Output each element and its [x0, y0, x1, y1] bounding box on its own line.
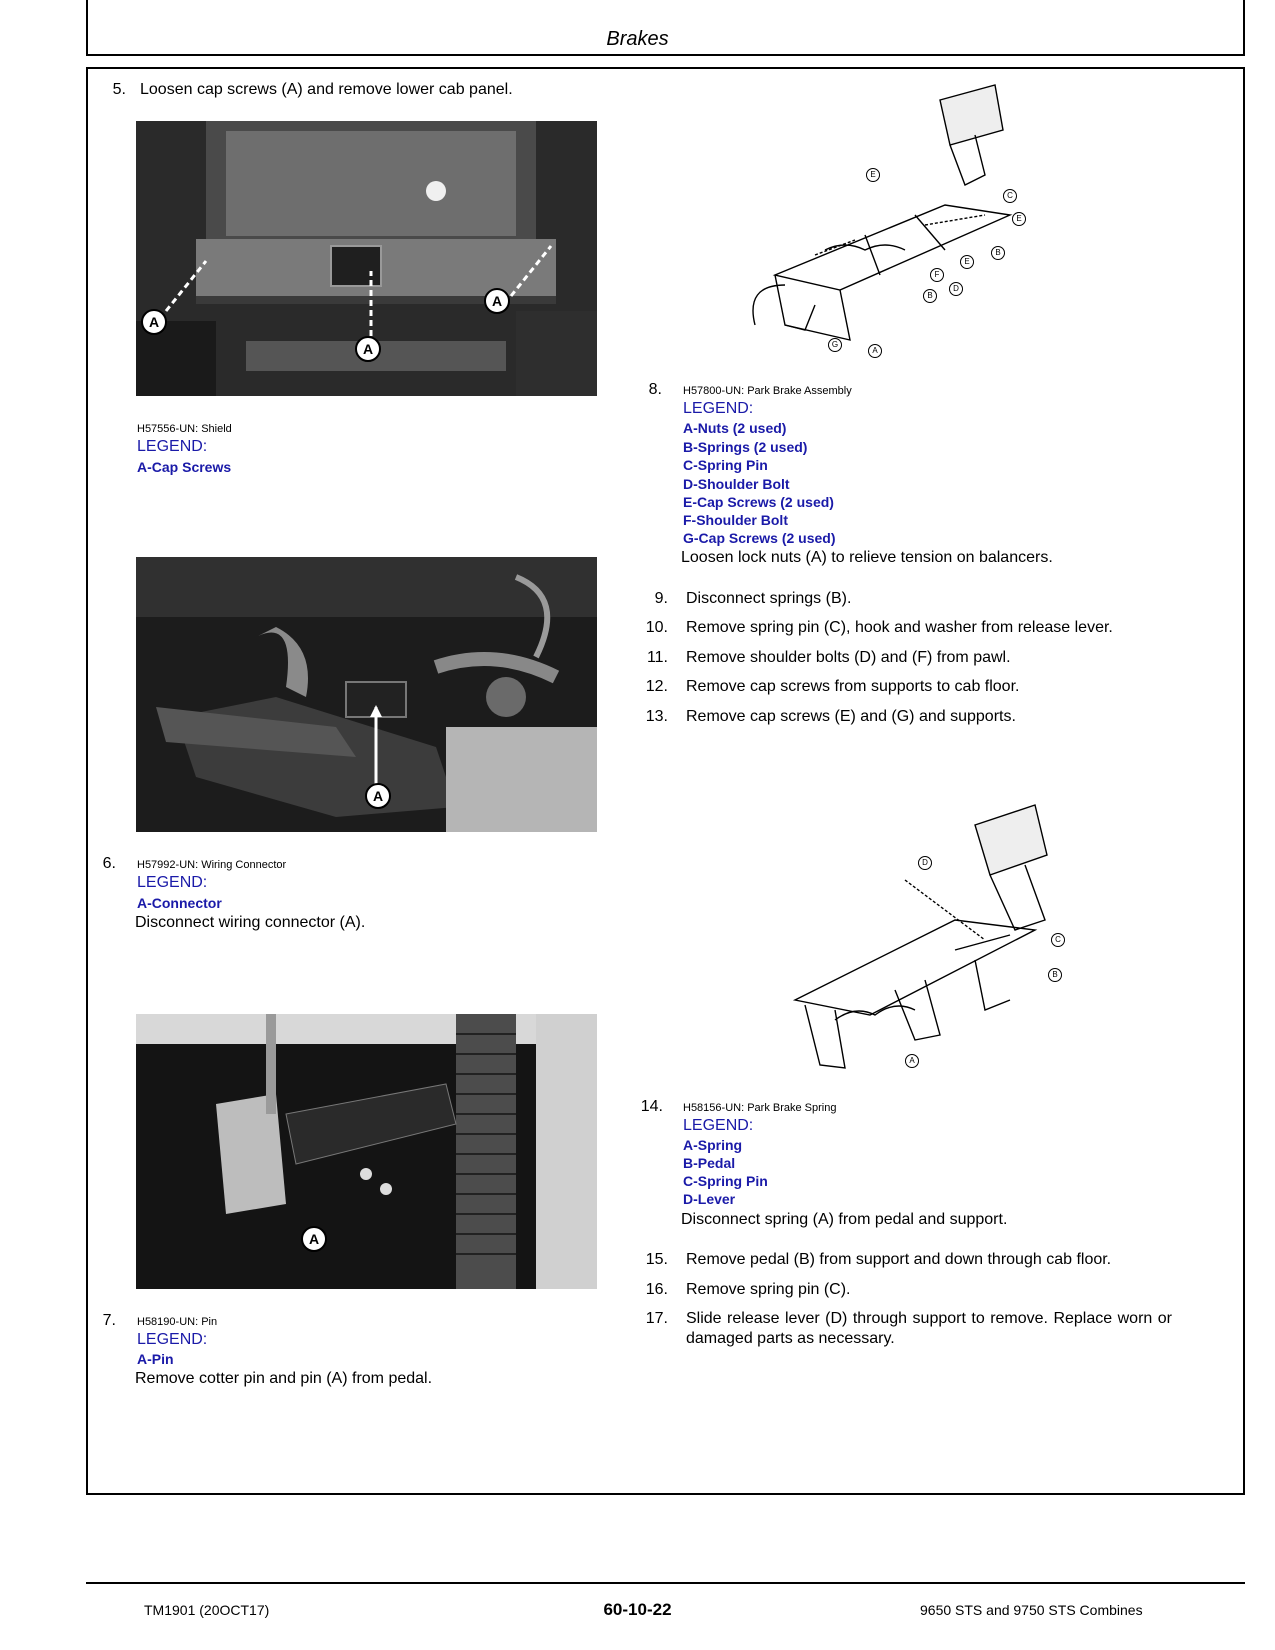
step-text: Slide release lever (D) through support to remove. Replace worn or damaged parts as necessary. [686, 1310, 1172, 1347]
callout-b: B [1048, 968, 1062, 982]
legend-title: LEGEND: [137, 438, 208, 455]
callout-e: E [1012, 212, 1026, 226]
step-number: 15. [645, 1251, 668, 1268]
callout-g: G [828, 338, 842, 352]
step-text: Remove pedal (B) from support and down through cab floor. [686, 1251, 1112, 1268]
callout-d: D [949, 282, 963, 296]
figure-caption: H57992-UN: Wiring Connector [137, 859, 287, 871]
legend-item: D-Lever [683, 1191, 736, 1207]
step-number: 5. [112, 81, 126, 98]
step-number: 10. [645, 619, 668, 636]
legend-item: B-Pedal [683, 1155, 736, 1171]
legend-title: LEGEND: [137, 1331, 208, 1348]
pin-photo [136, 1014, 597, 1289]
park-brake-spring-diagram [785, 800, 1075, 1075]
park-brake-assembly-diagram [745, 75, 1035, 365]
step-number: 9. [654, 590, 668, 607]
footer-product-name: 9650 STS and 9750 STS Combines [920, 1602, 1143, 1618]
step-number: 14. [640, 1098, 663, 1115]
figure-caption: H58156-UN: Park Brake Spring [683, 1102, 837, 1114]
legend-title: LEGEND: [683, 400, 754, 417]
legend-item: A-Connector [137, 895, 222, 911]
legend-item: C-Spring Pin [683, 1173, 768, 1189]
figure-caption: H57556-UN: Shield [137, 423, 232, 435]
footer-manual-id: TM1901 (20OCT17) [144, 1602, 270, 1618]
legend-item: D-Shoulder Bolt [683, 476, 790, 492]
step-number: 12. [645, 678, 668, 695]
figure-caption: H58190-UN: Pin [137, 1316, 218, 1328]
callout-a: A [301, 1226, 327, 1252]
callout-a: A [484, 288, 510, 314]
step-text: Disconnect springs (B). [686, 590, 852, 607]
callout-a: A [868, 344, 882, 358]
callout-e: E [866, 168, 880, 182]
callout-a: A [141, 309, 167, 335]
legend-title: LEGEND: [137, 874, 208, 891]
step-number: 8. [648, 381, 662, 398]
step-text: Disconnect wiring connector (A). [135, 914, 366, 931]
callout-e: E [960, 255, 974, 269]
callout-b: B [991, 246, 1005, 260]
legend-item: A-Nuts (2 used) [683, 420, 787, 436]
legend-title: LEGEND: [683, 1117, 754, 1134]
step-text: Remove cotter pin and pin (A) from pedal. [135, 1370, 433, 1387]
footer-page-number: 60-10-22 [603, 1600, 672, 1619]
legend-item: A-Spring [683, 1137, 743, 1153]
legend-item: A-Cap Screws [137, 459, 232, 475]
step-number: 7. [102, 1312, 116, 1329]
callout-c: C [1003, 189, 1017, 203]
callout-c: C [1051, 933, 1065, 947]
legend-item: F-Shoulder Bolt [683, 512, 788, 528]
legend-item: B-Springs (2 used) [683, 439, 808, 455]
callout-a: A [905, 1054, 919, 1068]
legend-item: G-Cap Screws (2 used) [683, 530, 836, 546]
step-text: Remove shoulder bolts (D) and (F) from pawl. [686, 649, 1011, 666]
legend-item: A-Pin [137, 1351, 174, 1367]
step-number: 17. [645, 1310, 668, 1327]
step-number: 13. [645, 708, 668, 725]
step-text: Remove cap screws (E) and (G) and supports. [686, 708, 1016, 725]
step-text: Loosen cap screws (A) and remove lower cab panel. [140, 81, 513, 98]
step-text: Disconnect spring (A) from pedal and support. [681, 1211, 1008, 1228]
step-number: 11. [646, 649, 668, 666]
step-text: Remove spring pin (C), hook and washer from release lever. [686, 619, 1113, 636]
step-number: 16. [645, 1281, 668, 1298]
legend-item: E-Cap Screws (2 used) [683, 494, 834, 510]
step-text: Remove cap screws from supports to cab floor. [686, 678, 1020, 695]
legend-item: C-Spring Pin [683, 457, 768, 473]
step-number: 6. [102, 855, 116, 872]
callout-d: D [918, 856, 932, 870]
callout-a: A [355, 336, 381, 362]
page-section-title: Brakes [606, 28, 669, 50]
step-text: Remove spring pin (C). [686, 1281, 851, 1298]
footer-rule [86, 1582, 1245, 1584]
callout-a: A [365, 783, 391, 809]
callout-f: F [930, 268, 944, 282]
callout-b: B [923, 289, 937, 303]
figure-caption: H57800-UN: Park Brake Assembly [683, 385, 852, 397]
step-text: Loosen lock nuts (A) to relieve tension on balancers. [681, 549, 1053, 566]
